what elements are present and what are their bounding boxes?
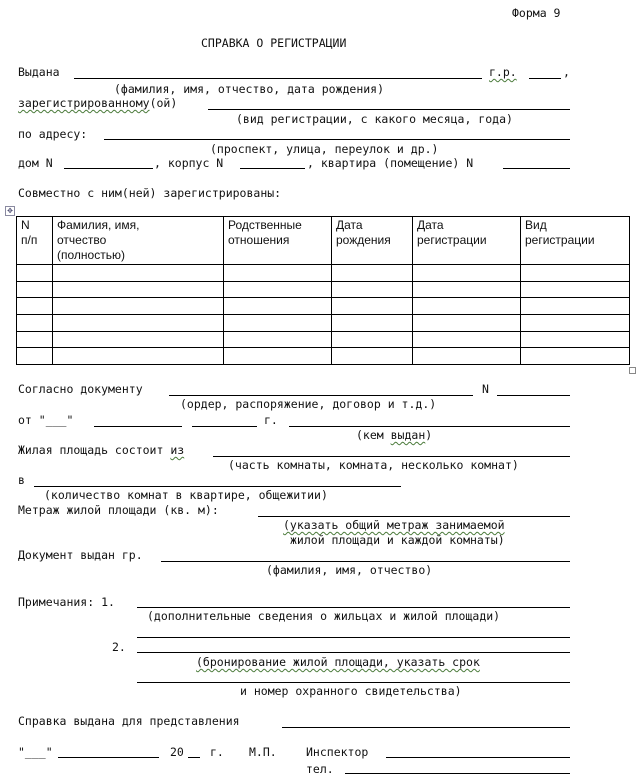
table-cell[interactable] <box>521 265 630 282</box>
table-cell[interactable] <box>224 281 332 298</box>
table-cell[interactable] <box>332 281 413 298</box>
table-header-row <box>17 217 630 265</box>
table-cell[interactable] <box>224 331 332 348</box>
address-label: по адресу: <box>18 127 88 141</box>
note-2-hint-1: (бронирование жилой площади, указать срок <box>196 655 480 669</box>
table-header-cell: Фамилия, имя, отчество (полностью) <box>53 217 224 265</box>
table-row <box>17 281 630 298</box>
table-cell[interactable] <box>521 281 630 298</box>
table-cell[interactable] <box>413 331 521 348</box>
registered-label: зарегистрированному(ой) <box>18 96 178 110</box>
apartment-label: , квартира (помещение) N <box>307 156 474 170</box>
issued-name-field[interactable] <box>74 78 482 79</box>
page-title: СПРАВКА О РЕГИСТРАЦИИ <box>201 36 347 50</box>
table-header-cell: Дата рождения <box>332 217 413 265</box>
date-quote: "___" <box>18 745 53 759</box>
phone-field[interactable] <box>345 773 570 774</box>
table-cell[interactable] <box>413 265 521 282</box>
birth-year-field[interactable] <box>529 78 561 79</box>
note-2-hint-2: и номер охранного свидетельства) <box>240 684 462 698</box>
table-cell[interactable] <box>17 298 53 315</box>
table-cell[interactable] <box>53 314 224 331</box>
document-number-label: N <box>482 382 489 396</box>
presentation-label: Справка выдана для представления <box>18 714 240 728</box>
house-field[interactable] <box>64 168 153 169</box>
table-row <box>17 265 630 282</box>
document-year-field[interactable] <box>192 426 257 427</box>
document-number-field[interactable] <box>497 395 570 396</box>
table-row <box>17 298 630 315</box>
issued-to-field[interactable] <box>161 561 570 562</box>
table-row <box>17 314 630 331</box>
table-header-cell: Дата регистрации <box>413 217 521 265</box>
building-label: , корпус N <box>154 156 224 170</box>
living-space-hint: (часть комнаты, комната, несколько комнат) <box>228 458 519 472</box>
in-label: в <box>18 473 25 487</box>
table-cell[interactable] <box>332 298 413 315</box>
issued-label: Выдана <box>18 65 60 79</box>
document-label: Согласно документу <box>18 382 143 396</box>
table-cell[interactable] <box>332 265 413 282</box>
note-1-field[interactable] <box>137 607 570 608</box>
table-cell[interactable] <box>224 298 332 315</box>
registered-hint: (вид регистрации, с какого месяца, года) <box>236 112 513 126</box>
table-cell[interactable] <box>521 298 630 315</box>
living-space-label: Жилая площадь состоит из <box>18 443 185 457</box>
form-number: Форма 9 <box>512 6 561 20</box>
table-header-cell: Родственные отношения <box>224 217 332 265</box>
area-hint-1: (указать общий метраж занимаемой <box>283 518 505 532</box>
table-resize-handle[interactable] <box>629 367 636 374</box>
table-cell[interactable] <box>53 331 224 348</box>
issued-to-hint: (фамилия, имя, отчество) <box>266 563 433 577</box>
inspector-field[interactable] <box>386 757 570 758</box>
document-date-label: от "___" <box>18 413 74 427</box>
table-cell[interactable] <box>53 298 224 315</box>
phone-label: тел. <box>306 762 334 776</box>
document-field[interactable] <box>169 395 473 396</box>
table-cell[interactable] <box>53 348 224 365</box>
footer-year-prefix: 20 <box>170 745 184 759</box>
rooms-count-field[interactable] <box>34 486 401 487</box>
table-cell[interactable] <box>224 314 332 331</box>
area-hint-2: жилой площади и каждой комнаты) <box>290 533 505 547</box>
table-row <box>17 331 630 348</box>
note-2-label: 2. <box>112 640 126 654</box>
birth-year-label: г.р. <box>489 65 517 79</box>
table-cell[interactable] <box>17 348 53 365</box>
table-cell[interactable] <box>224 265 332 282</box>
table-header-cell: Вид регистрации <box>521 217 630 265</box>
registration-type-field[interactable] <box>208 109 570 110</box>
table-cell[interactable] <box>53 265 224 282</box>
apartment-field[interactable] <box>503 168 570 169</box>
issued-by-field[interactable] <box>289 426 570 427</box>
document-year-label: г. <box>264 413 278 427</box>
area-field[interactable] <box>258 516 570 517</box>
note-2-field-extra[interactable] <box>137 682 570 683</box>
stamp-label: М.П. <box>249 745 277 759</box>
footer-month-field[interactable] <box>58 757 159 758</box>
area-label: Метраж жилой площади (кв. м): <box>18 503 219 517</box>
note-1-field-extra[interactable] <box>137 637 570 638</box>
table-cell[interactable] <box>224 348 332 365</box>
presentation-field[interactable] <box>282 727 570 728</box>
issued-to-label: Документ выдан гр. <box>18 548 143 562</box>
note-2-field[interactable] <box>137 652 570 653</box>
footer-year-label: г. <box>210 745 224 759</box>
table-cell[interactable] <box>332 348 413 365</box>
issued-hint: (фамилия, имя, отчество, дата рождения) <box>114 82 385 96</box>
table-cell[interactable] <box>413 281 521 298</box>
rooms-count-hint: (количество комнат в квартире, общежитии) <box>44 488 328 502</box>
footer-year-field[interactable] <box>188 757 200 758</box>
table-cell[interactable] <box>53 281 224 298</box>
table-cell[interactable] <box>521 348 630 365</box>
house-label: дом N <box>18 156 53 170</box>
table-row <box>17 348 630 365</box>
table-cell[interactable] <box>17 314 53 331</box>
table-cell[interactable] <box>413 314 521 331</box>
table-intro: Совместно с ним(ней) зарегистрированы: <box>18 186 282 200</box>
document-month-field[interactable] <box>94 426 182 427</box>
issued-by-hint: (кем выдан) <box>356 428 433 442</box>
living-space-field[interactable] <box>213 456 570 457</box>
table-cell[interactable] <box>17 331 53 348</box>
building-field[interactable] <box>240 168 305 169</box>
table-cell[interactable] <box>521 331 630 348</box>
table-move-handle-icon[interactable]: ✥ <box>5 206 15 216</box>
table-cell[interactable] <box>332 314 413 331</box>
address-hint: (проспект, улица, переулок и др.) <box>210 142 439 156</box>
registered-persons-table <box>16 216 630 365</box>
document-hint: (ордер, распоряжение, договор и т.д.) <box>180 397 437 411</box>
address-field[interactable] <box>104 139 570 140</box>
table-header-cell: N п/п <box>17 217 53 265</box>
note-1-hint: (дополнительные сведения о жильцах и жилой площади) <box>147 609 501 623</box>
notes-label: Примечания: 1. <box>18 595 115 609</box>
table-cell[interactable] <box>17 265 53 282</box>
table-cell[interactable] <box>521 314 630 331</box>
table-cell[interactable] <box>413 348 521 365</box>
table-cell[interactable] <box>332 331 413 348</box>
table-cell[interactable] <box>413 298 521 315</box>
table-cell[interactable] <box>17 281 53 298</box>
inspector-label: Инспектор <box>306 745 369 759</box>
